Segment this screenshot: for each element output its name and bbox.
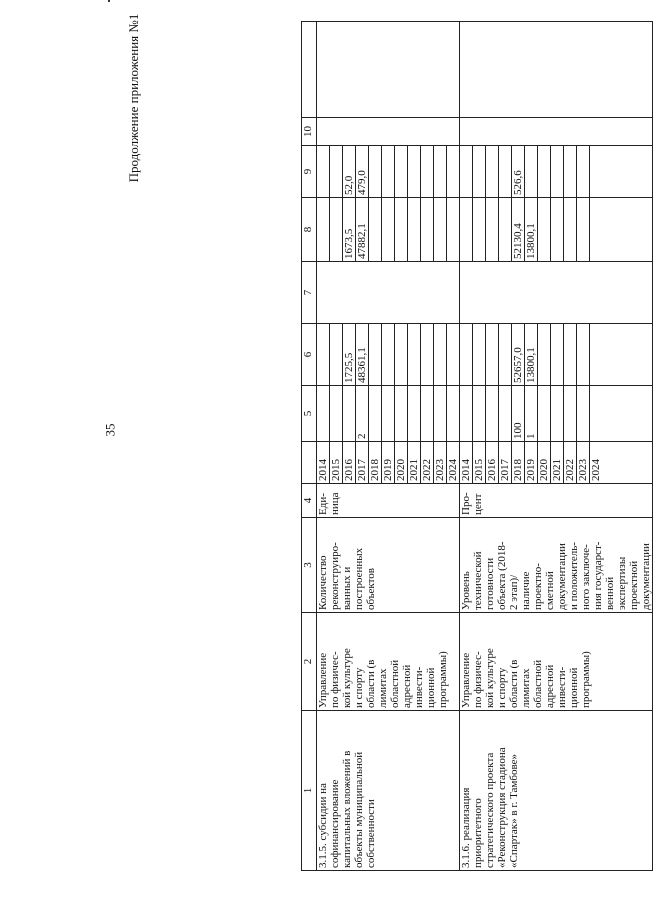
col8-line bbox=[395, 198, 408, 261]
col8-line bbox=[538, 198, 551, 261]
col6-line bbox=[551, 324, 564, 385]
header-cell-10: 10 bbox=[302, 118, 317, 146]
header-row bbox=[302, 22, 317, 871]
col6-line bbox=[460, 324, 473, 385]
col9-line bbox=[317, 146, 330, 197]
col5-line bbox=[460, 386, 473, 441]
col6-line bbox=[564, 324, 577, 385]
col8-line bbox=[460, 198, 473, 261]
table-row bbox=[460, 22, 653, 871]
header-cell-7: 7 bbox=[302, 262, 317, 324]
col5-line: 2 bbox=[356, 386, 369, 441]
col9-line bbox=[382, 146, 395, 197]
years-line: 2020 bbox=[538, 442, 551, 483]
col6-line bbox=[317, 324, 330, 385]
years-cell bbox=[317, 442, 460, 484]
col9-line bbox=[486, 146, 499, 197]
col8-line: 13800,1 bbox=[525, 198, 538, 261]
col8-cell bbox=[460, 198, 653, 262]
col5-line bbox=[369, 386, 382, 441]
col5-line bbox=[382, 386, 395, 441]
col8-line: 1673,5 bbox=[343, 198, 356, 261]
col6-line bbox=[408, 324, 421, 385]
col9-line bbox=[408, 146, 421, 197]
col9-line bbox=[460, 146, 473, 197]
measure-name-cell: 3.1.6. реализация приоритетного стратегического проекта «Реконструкция стадиона «Спартак» в г. Тамбове» bbox=[460, 711, 653, 871]
col10-cell bbox=[317, 118, 460, 146]
years-line: 2015 bbox=[473, 442, 486, 483]
col8-line bbox=[577, 198, 590, 261]
col6-line bbox=[447, 324, 459, 385]
years-line: 2023 bbox=[577, 442, 590, 483]
col9-line bbox=[525, 146, 538, 197]
col9-line bbox=[395, 146, 408, 197]
years-line: 2022 bbox=[564, 442, 577, 483]
col9-line bbox=[551, 146, 564, 197]
col5-line bbox=[577, 386, 590, 441]
col5-cell bbox=[317, 386, 460, 442]
indicator-cell: Количество реконструиро- ванных и построенных объектов bbox=[317, 518, 460, 613]
document-sheet bbox=[301, 22, 652, 871]
col6-line bbox=[486, 324, 499, 385]
program-table bbox=[301, 21, 653, 871]
col6-line bbox=[369, 324, 382, 385]
unit-cell: Еди- ница bbox=[317, 484, 460, 518]
col5-line bbox=[317, 386, 330, 441]
col8-line bbox=[369, 198, 382, 261]
col8-line bbox=[434, 198, 447, 261]
header-cell-4: 4 bbox=[302, 484, 317, 518]
col5-line bbox=[486, 386, 499, 441]
col9-line: 52,0 bbox=[343, 146, 356, 197]
header-cell-6: 6 bbox=[302, 324, 317, 386]
col6-line bbox=[577, 324, 590, 385]
col9-line bbox=[590, 146, 602, 197]
years-line: 2020 bbox=[395, 442, 408, 483]
header-cell-9: 9 bbox=[302, 146, 317, 198]
years-line: 2024 bbox=[590, 459, 602, 481]
page-number: 35 bbox=[102, 423, 118, 437]
header-cell-years bbox=[302, 442, 317, 484]
col5-line: 1 bbox=[525, 386, 538, 441]
years-line: 2014 bbox=[317, 442, 330, 483]
col8-line bbox=[551, 198, 564, 261]
measure-name-cell: 3.1.5. субсидии на софинансирование капитальных вложений в объекты муниципальной собственности bbox=[317, 711, 460, 871]
col8-line bbox=[590, 198, 602, 261]
col5-line bbox=[408, 386, 421, 441]
col8-line bbox=[447, 198, 459, 261]
col8-line: 52130,4 bbox=[512, 198, 525, 261]
col9-line bbox=[421, 146, 434, 197]
col6-line bbox=[382, 324, 395, 385]
years-line: 2019 bbox=[525, 442, 538, 483]
years-line: 2015 bbox=[330, 442, 343, 483]
col9-line bbox=[564, 146, 577, 197]
years-line: 2024 bbox=[447, 459, 459, 481]
col-blank-cell bbox=[460, 22, 653, 118]
col9-cell bbox=[317, 146, 460, 198]
col6-line bbox=[473, 324, 486, 385]
col5-line bbox=[395, 386, 408, 441]
col7-cell bbox=[460, 262, 653, 324]
years-line: 2018 bbox=[512, 442, 525, 483]
col5-line bbox=[538, 386, 551, 441]
col5-line bbox=[473, 386, 486, 441]
col6-line bbox=[499, 324, 512, 385]
col6-cell bbox=[317, 324, 460, 386]
years-line: 2016 bbox=[486, 442, 499, 483]
col8-line bbox=[486, 198, 499, 261]
col9-line: 526,6 bbox=[512, 146, 525, 197]
col8-line bbox=[382, 198, 395, 261]
col9-line bbox=[369, 146, 382, 197]
years-line: 2023 bbox=[434, 442, 447, 483]
years-line: 2017 bbox=[356, 442, 369, 483]
col5-line bbox=[434, 386, 447, 441]
col8-cell bbox=[317, 198, 460, 262]
header-cell-2: 2 bbox=[302, 613, 317, 711]
col5-line bbox=[330, 386, 343, 441]
responsible-cell: Управление по физичес- кой культуре и спорту области (в лимитах областной адресной инвести- ционной программы) bbox=[317, 613, 460, 711]
col8-line: 47882,1 bbox=[356, 198, 369, 261]
col9-line bbox=[447, 146, 459, 197]
years-line: 2016 bbox=[343, 442, 356, 483]
col5-line bbox=[564, 386, 577, 441]
col8-line bbox=[499, 198, 512, 261]
header-cell-blank bbox=[302, 22, 317, 118]
col6-line bbox=[330, 324, 343, 385]
col5-line bbox=[499, 386, 512, 441]
years-line: 2014 bbox=[460, 442, 473, 483]
col9-line: 479,0 bbox=[356, 146, 369, 197]
unit-cell: Про- цент bbox=[460, 484, 653, 518]
years-line: 2021 bbox=[551, 442, 564, 483]
header-cell-3: 3 bbox=[302, 518, 317, 613]
header-cell-5: 5 bbox=[302, 386, 317, 442]
table-row bbox=[317, 22, 460, 871]
col8-line bbox=[421, 198, 434, 261]
col6-line bbox=[421, 324, 434, 385]
col5-line bbox=[421, 386, 434, 441]
col5-line bbox=[590, 386, 602, 441]
col6-line: 13800,1 bbox=[525, 324, 538, 385]
col8-line bbox=[473, 198, 486, 261]
years-cell bbox=[460, 442, 653, 484]
col7-cell bbox=[317, 262, 460, 324]
years-line: 2018 bbox=[369, 442, 382, 483]
col5-cell bbox=[460, 386, 653, 442]
col6-line bbox=[538, 324, 551, 385]
years-line: 2021 bbox=[408, 442, 421, 483]
col6-line: 1725,5 bbox=[343, 324, 356, 385]
col-blank-cell bbox=[317, 22, 460, 118]
header-cell-8: 8 bbox=[302, 198, 317, 262]
col5-line bbox=[447, 386, 459, 441]
col5-line bbox=[343, 386, 356, 441]
col6-line bbox=[395, 324, 408, 385]
col9-line bbox=[499, 146, 512, 197]
col6-line bbox=[590, 324, 602, 385]
col8-line bbox=[317, 198, 330, 261]
col9-cell bbox=[460, 146, 653, 198]
col6-line bbox=[434, 324, 447, 385]
col5-line bbox=[551, 386, 564, 441]
years-line: 2017 bbox=[499, 442, 512, 483]
col9-line bbox=[538, 146, 551, 197]
col8-line bbox=[408, 198, 421, 261]
scan-mark bbox=[108, 0, 110, 2]
col5-line: 100 bbox=[512, 386, 525, 441]
col10-cell bbox=[460, 118, 653, 146]
col9-line bbox=[473, 146, 486, 197]
col8-line bbox=[330, 198, 343, 261]
col8-line bbox=[564, 198, 577, 261]
col9-line bbox=[577, 146, 590, 197]
col6-line: 52657,0 bbox=[512, 324, 525, 385]
appendix-caption: Продолжение приложения №1 bbox=[126, 13, 141, 183]
col9-line bbox=[330, 146, 343, 197]
col6-cell bbox=[460, 324, 653, 386]
col9-line bbox=[434, 146, 447, 197]
responsible-cell: Управление по физичес- кой культуре и спорту области (в лимитах областной адресной инвести- ционной программы) bbox=[460, 613, 653, 711]
header-cell-1: 1 bbox=[302, 711, 317, 871]
col6-line: 48361,1 bbox=[356, 324, 369, 385]
years-line: 2022 bbox=[421, 442, 434, 483]
years-line: 2019 bbox=[382, 442, 395, 483]
indicator-cell: Уровень технической готовности объекта (2018- 2 этап)/ наличие проектно- сметной документации и положитель- ного заключе- ния государст- венной экспертизы проектной документации bbox=[460, 518, 653, 613]
